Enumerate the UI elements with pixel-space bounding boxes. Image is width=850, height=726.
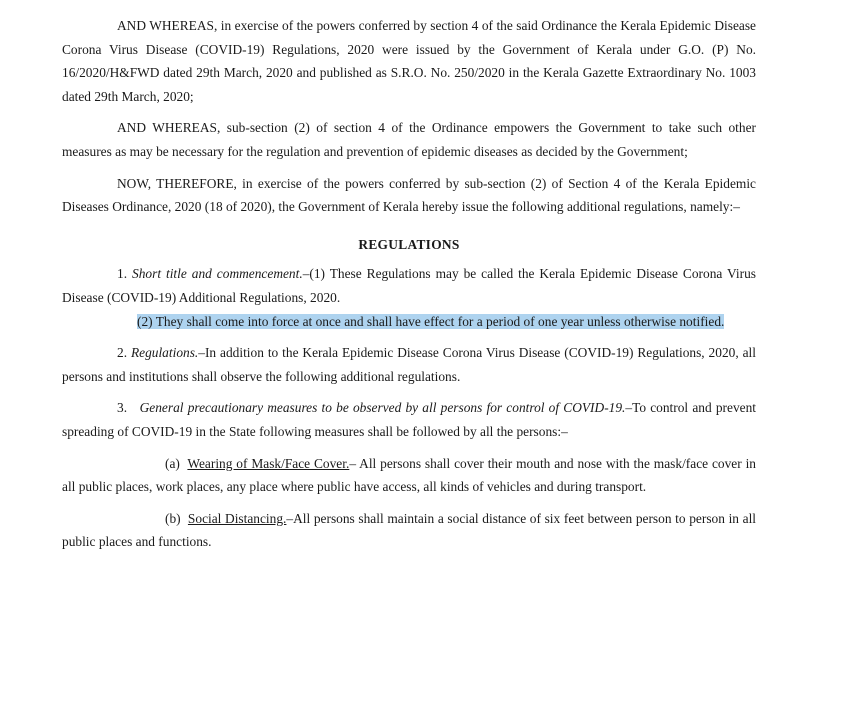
- regulation-1-number: 1.: [117, 266, 128, 282]
- whereas-paragraph-1: AND WHEREAS, in exercise of the powers conferred by section 4 of the said Ordinance the Kerala Epidemic Disease Corona Virus Disease (COVID-19) Regulations, 2020 were issued by the Government of Kerala under G.O. (P) No. 16/2020/H&FWD dated 29th March, 2020 and published as S.R.O. No. 250/2020 in the Kerala Gazette Extraordinary No. 1003 dated 29th March, 2020;: [62, 18, 756, 104]
- regulation-2: [62, 341, 756, 388]
- regulation-1-subsection-2: [62, 310, 756, 334]
- highlighted-selection[interactable]: (2) They shall come into force at once and shall have effect for a period of one year unless otherwise notified.: [137, 313, 725, 329]
- document-page: [62, 14, 756, 562]
- regulation-1-title: Short title and commencement.: [132, 266, 303, 282]
- regulations-heading: REGULATIONS: [358, 236, 460, 252]
- clause-a-text: – All persons shall cover their mouth and nose with the mask/face cover in all public places, work places, any place where public have access, all kinds of vehicles and during transport.: [62, 455, 756, 495]
- regulation-3-title: General precautionary measures to be observed by all persons for control of COVID-19.: [139, 400, 626, 416]
- regulation-3-text: –To control and prevent spreading of COVID-19 in the State following measures shall be followed by all the persons:–: [62, 400, 757, 439]
- regulation-3-number: 3.: [117, 400, 128, 416]
- whereas-paragraph-2: AND WHEREAS, sub-section (2) of section 4 of the Ordinance empowers the Government to take such other measures as may be necessary for the regulation and prevention of epidemic diseases as decided by the Government;: [62, 120, 756, 159]
- clause-a-title: Wearing of Mask/Face Cover.: [187, 455, 350, 471]
- clause-b: [62, 507, 756, 554]
- regulation-1-text: –(1) These Regulations may be called the Kerala Epidemic Disease Corona Virus Disease (COVID-19) Additional Regulations, 2020.: [62, 266, 757, 305]
- clause-b-label: (b): [165, 510, 181, 526]
- therefore-paragraph: NOW, THEREFORE, in exercise of the powers conferred by sub-section (2) of Section 4 of the Kerala Epidemic Diseases Ordinance, 2020 (18 of 2020), the Government of Kerala hereby issue the following additional regulations, namely:–: [62, 175, 756, 215]
- clause-b-text: –All persons shall maintain a social distance of six feet between person to person in all public places and functions.: [62, 510, 757, 550]
- regulation-2-number: 2.: [117, 345, 128, 361]
- regulation-1: [62, 262, 756, 309]
- clause-b-title: Social Distancing.: [187, 510, 287, 526]
- regulation-2-text: –In addition to the Kerala Epidemic Disease Corona Virus Disease (COVID-19) Regulations, 2020, all persons and institutions shall observe the following additional regulations.: [62, 345, 756, 384]
- regulation-3: [62, 396, 756, 443]
- clause-a: [62, 452, 756, 499]
- clause-a-label: (a): [165, 455, 180, 471]
- regulation-2-title: Regulations.: [130, 345, 199, 361]
